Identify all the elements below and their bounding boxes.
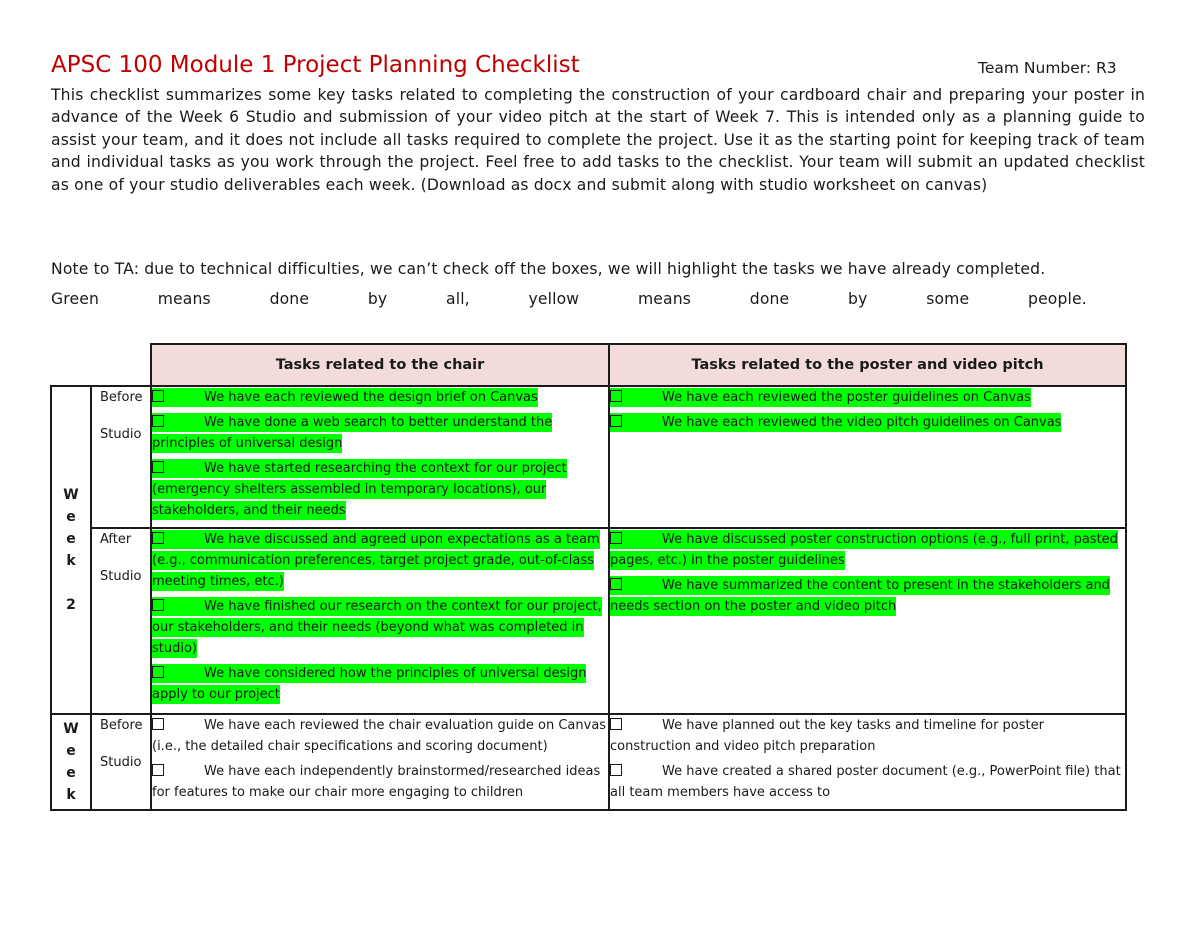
task-item (610, 715, 1125, 757)
intro-paragraph: This checklist summarizes some key tasks related to completing the construction of your cardboard chair and preparing your poster in advance of the Week 6 Studio and submission of your video pitch at the start of Week 7. This is intended only as a planning guide to assist your team, and it does not include all tasks required to complete the project. Use it as the starting point for keeping track of team and individual tasks as you work through the project. Feel free to add tasks to the checklist. Your team will submit an updated checklist as one of your studio deliverables each week. (Download as docx and submit along with studio worksheet on canvas) (51, 86, 1145, 194)
week-label: W e e k 2 (63, 487, 79, 613)
column-header-poster: Tasks related to the poster and video pitch (609, 344, 1126, 386)
table-row (51, 528, 1126, 714)
checkbox-icon[interactable] (610, 578, 622, 590)
task-text: We have each reviewed the video pitch guidelines on Canvas (662, 415, 1062, 430)
legend-word: yellow (528, 290, 580, 308)
checkbox-icon[interactable] (152, 666, 164, 678)
header-blank-cell (51, 344, 151, 386)
checkbox-icon[interactable] (610, 390, 622, 402)
timing-cell (91, 528, 151, 714)
week-label: W e e k (63, 721, 79, 803)
task-item (152, 715, 608, 757)
task-text: We have discussed poster construction options (e.g., full print, pasted pages, etc.) in the poster guidelines (610, 532, 1118, 568)
timing-label: After (100, 532, 132, 547)
poster-tasks-cell (609, 386, 1126, 528)
checkbox-icon[interactable] (610, 532, 622, 544)
chair-tasks-cell (151, 714, 609, 810)
legend-word: people. (1028, 290, 1087, 308)
task-text: We have created a shared poster document (e.g., PowerPoint file) that all team members have access to (610, 764, 1121, 800)
task-item (610, 529, 1125, 571)
timing-label: Before (100, 718, 143, 733)
legend-word: done (269, 290, 310, 308)
task-item (152, 458, 608, 521)
timing-label: Studio (100, 427, 142, 442)
table-header-row (51, 344, 1126, 386)
checkbox-icon[interactable] (152, 599, 164, 611)
task-item (152, 596, 608, 659)
legend-word: some (926, 290, 970, 308)
task-text: We have planned out the key tasks and timeline for poster construction and video pitch preparation (610, 718, 1044, 754)
task-item (152, 412, 608, 454)
checkbox-icon[interactable] (152, 390, 164, 402)
table-row (51, 714, 1126, 810)
timing-cell (91, 714, 151, 810)
task-item (152, 761, 608, 803)
task-item (152, 387, 608, 408)
legend-word: all, (446, 290, 470, 308)
timing-label: Studio (100, 755, 142, 770)
checkbox-icon[interactable] (152, 415, 164, 427)
task-text: We have done a web search to better understand the principles of universal design (152, 415, 553, 451)
checkbox-icon[interactable] (610, 415, 622, 427)
checklist-table (50, 343, 1127, 811)
checkbox-icon[interactable] (610, 718, 622, 730)
checkbox-icon[interactable] (152, 764, 164, 776)
task-text: We have discussed and agreed upon expectations as a team (e.g., communication preferences, target project grade, out-of-class meeting times, etc.) (152, 532, 600, 589)
task-item (610, 575, 1125, 617)
chair-tasks-cell (151, 528, 609, 714)
checkbox-icon[interactable] (152, 718, 164, 730)
poster-tasks-cell (609, 714, 1126, 810)
week-label-cell (51, 714, 91, 810)
checkbox-icon[interactable] (152, 461, 164, 473)
task-item (152, 529, 608, 592)
table-row (51, 386, 1126, 528)
poster-tasks-cell (609, 528, 1126, 714)
legend-word: means (157, 290, 211, 308)
ta-note: Note to TA: due to technical difficulties, we can’t check off the boxes, we will highlight the tasks we have already completed. (51, 260, 1046, 278)
task-text: We have summarized the content to present in the stakeholders and needs section on the poster and video pitch (610, 578, 1110, 614)
task-item (152, 663, 608, 705)
team-number: Team Number: R3 (978, 59, 1117, 77)
task-text: We have each independently brainstormed/researched ideas for features to make our chair more engaging to children (152, 764, 601, 800)
checkbox-icon[interactable] (610, 764, 622, 776)
page-title: APSC 100 Module 1 Project Planning Checklist (51, 52, 580, 78)
chair-tasks-cell (151, 386, 609, 528)
task-item (610, 761, 1125, 803)
task-text: We have started researching the context for our project (emergency shelters assembled in temporary locations), our stakeholders, and their needs (152, 461, 567, 518)
legend-word: means (637, 290, 692, 308)
timing-label: Studio (100, 569, 142, 584)
timing-label: Before (100, 390, 143, 405)
legend-word: Green (51, 290, 99, 308)
task-text: We have each reviewed the poster guidelines on Canvas (662, 390, 1031, 405)
task-text: We have each reviewed the design brief on Canvas (204, 390, 538, 405)
task-text: We have each reviewed the chair evaluation guide on Canvas (i.e., the detailed chair specifications and scoring document) (152, 718, 607, 754)
legend-word: by (367, 290, 388, 308)
task-text: We have finished our research on the context for our project, our stakeholders, and their needs (beyond what was completed in studio) (152, 599, 602, 656)
task-item (610, 387, 1125, 408)
legend-word: done (749, 290, 790, 308)
checkbox-icon[interactable] (152, 532, 164, 544)
legend-word: by (848, 290, 868, 308)
column-header-chair: Tasks related to the chair (151, 344, 609, 386)
legend-note (51, 288, 1087, 310)
week-label-cell (51, 386, 91, 714)
timing-cell (91, 386, 151, 528)
task-text: We have considered how the principles of universal design apply to our project (152, 666, 587, 702)
task-item (610, 412, 1125, 433)
